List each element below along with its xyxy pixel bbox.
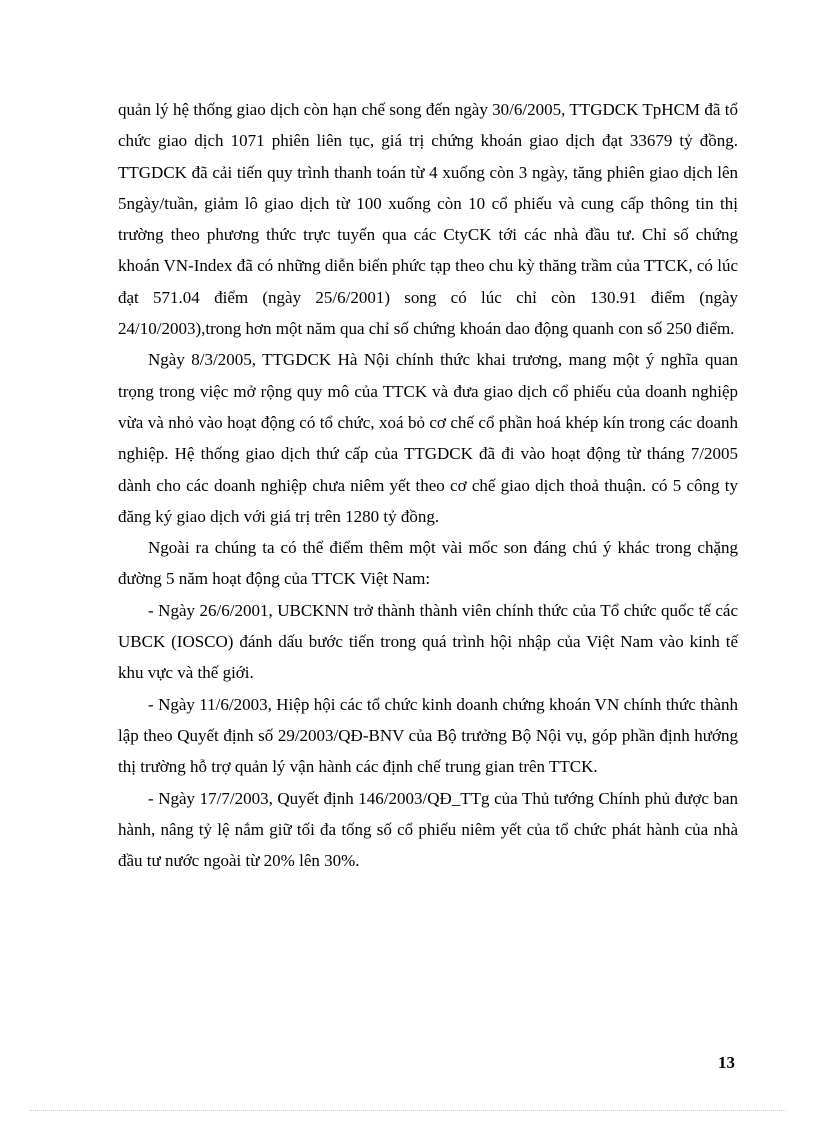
list-item-iosco: - Ngày 26/6/2001, UBCKNN trở thành thành viên chính thức của Tổ chức quốc tế các UBCK (IOSCO) đánh dấu bước tiến trong quá trình hội nhập của Việt Nam vào kinh tế khu vực và thế giới. bbox=[118, 600, 738, 683]
list-item-association: - Ngày 11/6/2003, Hiệp hội các tổ chức kinh doanh chứng khoán VN chính thức thành lập theo Quyết định số 29/2003/QĐ-BNV của Bộ trưởng Bộ Nội vụ, góp phần định hướng thị trường hỗ trợ quản lý vận hành các định chế trung gian trên TTCK. bbox=[118, 694, 738, 777]
paragraph-hanoi-center: Ngày 8/3/2005, TTGDCK Hà Nội chính thức khai trương, mang một ý nghĩa quan trọng trong việc mở rộng quy mô của TTCK và đưa giao dịch cổ phiếu của doanh nghiệp vừa và nhỏ vào hoạt động có tổ chức, xoá bỏ cơ chế cổ phần hoá khép kín trong các doanh nghiệp. Hệ thống giao dịch thứ cấp của TTGDCK đã đi vào hoạt động từ tháng 7/2005 dành cho các doanh nghiệp chưa niêm yết theo cơ chế giao dịch thoả thuận. có 5 công ty đăng ký giao dịch với giá trị trên 1280 tỷ đồng. bbox=[118, 350, 738, 526]
page-number: 13 bbox=[718, 1053, 735, 1072]
paragraph-continuation: quản lý hệ thống giao dịch còn hạn chế song đến ngày 30/6/2005, TTGDCK TpHCM đã tổ chức giao dịch 1071 phiên liên tục, giá trị chứng khoán giao dịch đạt 33679 tỷ đồng. TTGDCK đã cải tiến quy trình thanh toán từ 4 xuống còn 3 ngày, tăng phiên giao dịch lên 5ngày/tuần, giảm lô giao dịch từ 100 xuống còn 10 cổ phiếu và cung cấp thông tin thị trường theo phương thức trực tuyến qua các CtyCK tới các nhà đầu tư. Chỉ số chứng khoán VN-Index đã có những diễn biến phức tạp theo chu kỳ thăng trầm của TTCK, có lúc đạt 571.04 điểm (ngày 25/6/2001) song có lúc chỉ còn 130.91 điểm (ngày 24/10/2003),trong hơn một năm qua chỉ số chứng khoán dao động quanh con số 250 điểm. bbox=[118, 100, 738, 339]
document-body bbox=[118, 94, 738, 876]
paragraph-milestones-intro: Ngoài ra chúng ta có thể điểm thêm một vài mốc son đáng chú ý khác trong chặng đường 5 năm hoạt động của TTCK Việt Nam: bbox=[118, 538, 738, 589]
list-item-decision-146: - Ngày 17/7/2003, Quyết định 146/2003/QĐ_TTg của Thủ tướng Chính phủ được ban hành, nâng tỷ lệ nắm giữ tối đa tổng số cổ phiếu niêm yết của tổ chức phát hành của nhà đầu tư nước ngoài từ 20% lên 30%. bbox=[118, 788, 738, 871]
footer-divider bbox=[30, 1110, 786, 1111]
